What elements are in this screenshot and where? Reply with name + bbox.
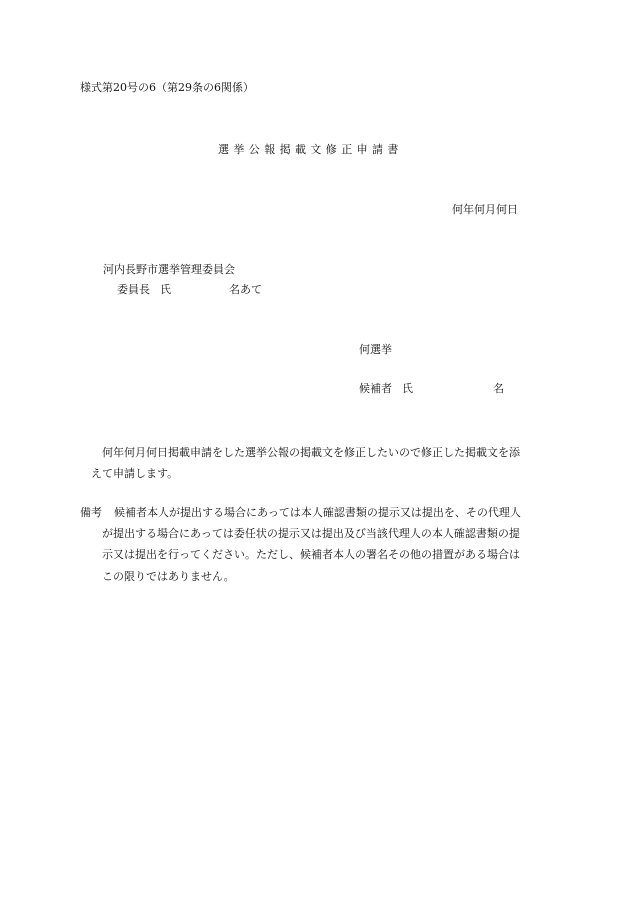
application-body <box>80 442 548 484</box>
remarks-row-1 <box>80 502 560 523</box>
form-number: 様式第20号の6（第29条の6関係） <box>80 81 254 94</box>
remarks-section <box>80 502 560 587</box>
addressee-person <box>117 284 262 295</box>
addressee-organization: 河内長野市選挙管理委員会 <box>103 263 235 276</box>
document-title: 選挙公報掲載文修正申請書 <box>218 143 403 156</box>
remarks-row-2 <box>80 523 560 544</box>
remarks-row-3 <box>80 544 560 565</box>
addressee-name-suffix: 名あて <box>229 283 262 296</box>
remarks-line: 示又は提出を行ってください。ただし、候補者本人の署名その他の措置がある場合は <box>102 548 520 562</box>
body-line-2: えて申請します。 <box>91 467 179 480</box>
addressee-surname-label: 氏 <box>160 283 171 296</box>
remarks-row-4 <box>80 566 560 587</box>
remarks-line: 候補者本人が提出する場合にあっては本人確認書類の提示又は提出を、その代理人 <box>114 506 521 519</box>
candidate-name-label: 名 <box>493 382 504 395</box>
date-line: 何年何月何日 <box>452 203 518 216</box>
body-line-1: 何年何月何日掲載申請をした選挙公報の掲載文を修正したいので修正した掲載文を添 <box>102 446 520 459</box>
remarks-label: 備考 <box>80 506 102 519</box>
candidate-line <box>359 383 504 394</box>
remarks-line: この限りではありません。 <box>102 569 235 583</box>
addressee-position: 委員長 <box>117 283 150 296</box>
candidate-label: 候補者 <box>359 382 392 395</box>
candidate-surname-label: 氏 <box>402 382 413 395</box>
remarks-line: が提出する場合にあっては委任状の提示又は提出及び当該代理人の本人確認書類の提 <box>102 527 520 541</box>
election-name: 何選挙 <box>359 343 392 356</box>
